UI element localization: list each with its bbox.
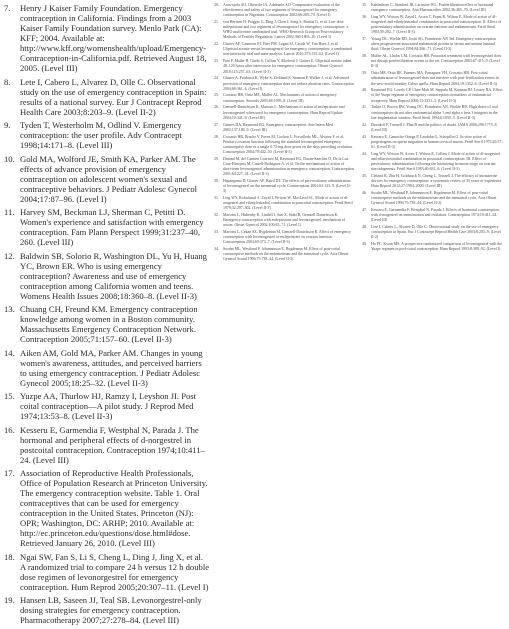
reference-text: Gold MA, Wolford JE, Smith KA, Parker AM. The effects of advance provision of emergency contraception on adolescent women's sexual and contraceptive behaviors. J Pediatr Adolesc Gynecol 2004;17:87–96. (Level I) <box>20 153 198 204</box>
reference-item <box>362 54 504 69</box>
reference-number: 14. <box>4 347 15 358</box>
reference-item <box>214 179 354 194</box>
reference-item <box>4 348 210 388</box>
reference-number: 19. <box>4 595 15 605</box>
reference-number: 20. <box>214 3 219 7</box>
reference-text: Glasier A, Fairhurst K, Wyke S, Ziebland S, Seaman P, Walker J, et al. Advanced provision of emergency contraception does not reduce abortion rates. Contraception 2004;69:361–6. (Level I) <box>223 76 354 91</box>
reference-text: Taskin O, Brown RW, Young DC, Poindexter AN, Wiehle RD. High doses of oral contraceptives do not alter endometrial alpha 1 and alpha v beta 3 integrins in the late implantation window. Fertil Steril 1994;61:850–5. (Level II-3) <box>371 105 498 120</box>
reference-number: 49. <box>362 242 367 247</box>
reference-text: Yuzpe AA, Thurlow HJ, Ramzy I, Leyshon JI. Post coital contraception—A pilot study. J Reprod Med 1974;13:53–8. (Level II-3) <box>20 391 196 421</box>
reference-item <box>362 88 504 103</box>
reference-text: von Hertzen H, Piaggio G, Ding J, Chen J, Song S, Bartfai G, et al. Low dose mifepristone and two regimens of levonorgestrel for emergency contraception: a WHO multicentre randomised trial. WHO Research Group on Post-ovulatory Methods of Fertility Regulation. Lancet 2002;360:1803–10. (Level I) <box>223 20 349 40</box>
reference-number: 21. <box>214 20 219 25</box>
reference-text: Gemzell-Danielsson K, Marions L. Mechanisms of action of mifepristone and levonorgestrel when used for emergency contraception. Hum Reprod Update 2004;10:341–8. (Level III) <box>223 105 345 120</box>
reference-text: Durand M, del Carmen Cravioto M, Raymond EG, Duran-Sanchez O, De la Luz Cruz-Hinojosa M, Castell-Rodriguez A, et al. On the mechanisms of action of short-term levonorgestrel administration in emergency contraception. Contraception 2001;64:227–34. (Level II-3) <box>223 156 354 176</box>
reference-number: 16. <box>4 424 15 435</box>
reference-number: 34. <box>214 247 219 252</box>
reference-item <box>4 595 210 625</box>
reference-item <box>214 247 354 262</box>
reference-column-3 <box>362 3 504 254</box>
reference-item <box>362 208 504 223</box>
reference-item <box>214 3 354 18</box>
reference-item <box>362 15 504 35</box>
reference-item <box>362 135 504 150</box>
reference-text: Kesseru E, Camacho-Ortega P, Laudahn G, Schopflin G. In vitro action of progestogens on sperm migration in human cervical mucus. Fertil Steril 1975;26:57–61. (Level II-3) <box>371 134 504 149</box>
reference-number: 33. <box>214 230 219 235</box>
reference-number: 23. <box>214 59 219 64</box>
reference-text: Harvey SM, Beckman LJ, Sherman C, Petitti D. Women's experience and satisfaction with emergency contraception. Fam Plann Perspect 1999;31:237–40, 260. (Level III) <box>20 207 204 247</box>
reference-item <box>4 120 210 150</box>
reference-number: 30. <box>214 178 219 183</box>
reference-number: 18. <box>4 551 15 562</box>
reference-text: Hapangama D, Glasier AF, Baird DT. The effects of peri-ovulatory administration of levonorgestrel on the menstrual cycle. Contraception 2001;63:123–9. (Level II-3) <box>223 178 351 194</box>
reference-item <box>4 207 210 247</box>
reference-number: 17. <box>4 468 15 478</box>
reference-item <box>4 468 210 548</box>
reference-text: Kesseru E, Garmendia F, Westphal N, Parada J. The hormonal and peripheral effects of d-norgestrel in postcoital contraception. Contraception 1974;10:411–24. (Level III) <box>20 424 205 465</box>
reference-number: 37. <box>362 37 367 42</box>
reference-item <box>214 213 354 228</box>
reference-number: 27. <box>214 122 219 127</box>
reference-number: 46. <box>362 190 367 195</box>
reference-column-1 <box>4 3 210 629</box>
reference-item <box>214 105 354 120</box>
reference-item <box>214 196 354 211</box>
reference-text: Marions L, Hultenby K, Lindell I, Sun X, Stabi B, Gemzell Danielsson K. Emergency contraception with mifepristone and levonorgestrel: mechanism of action. Obstet Gynecol 2002;100:65–71. (Level I) <box>223 213 346 228</box>
reference-number: 24. <box>214 76 219 81</box>
reference-item <box>362 37 504 52</box>
reference-text: Young DC, Wiehle RD, Joshi SG, Poindexter AN 3rd. Emergency contraception alters progesterone-associated endometrial protein in serum and uterine luminal fluid. Obstet Gynecol 1994;84:266–71. (Level II-3) <box>371 37 496 52</box>
reference-item <box>362 174 504 189</box>
reference-number: 31. <box>214 195 219 200</box>
reference-number: 32. <box>214 213 219 218</box>
reference-text: Ho PC, Kwan MS. A prospective randomized comparison of levonorgestrel with the Yuzpe regimen in post-coital contraception. Hum Reprod 1993;8:389–92. (Level I) <box>371 242 502 252</box>
reference-text: Arowojolu AO, Okewole IA, Adekunle AO. Comparative evaluation of the effectiveness and safety of two regimens of levonorgestrel for emergency contraception in Nigerians. Contraception 2002;66:269–73. (Level I) <box>223 3 340 18</box>
reference-text: Lete I, Cabero L, Alvarez D, Olle C. Observational study on the use of emergency contraception in Spain. Eur J Contracept Reprod Health Care 2003;8:203–9. (Level II-2) <box>371 225 501 240</box>
reference-text: Raymond EG, Lovely LP, Chen-Mok M, Seppala M, Kurman RJ, Lessey BA. Effect of the Yuzpe regimen of emergency contraception on markers of endometrial receptivity. Hum Reprod 2000;15:2351–5. (Level II-3) <box>371 88 503 103</box>
reference-number: 35. <box>362 3 367 7</box>
reference-item <box>362 242 504 252</box>
reference-number: 29. <box>214 156 219 161</box>
reference-item <box>362 225 504 240</box>
reference-text: Tyden T, Westerholm M, Odlind V. Emergency contraception: the user profile. Adv Contracept 1998;14:171–8. (Level III) <box>20 120 182 150</box>
reference-item <box>214 157 354 177</box>
reference-number: 42. <box>362 122 367 127</box>
reference-text: Croxatto HB, Brache V, Pavez M, Cochon L, Forcelledo ML, Alvarez F, et al. Pituitary–ovarian function following the standard levonorgestrel emergency contraceptive dose or a single 0.75-mg dose given on the days preceding ovulation. Contraception 2004;70:442–50. (Level II-3) <box>223 134 353 154</box>
reference-item <box>214 230 354 245</box>
reference-text: Davidoff F, Trussell J. Plan B and the politics of doubt. JAMA 2006;296:1775–8. (Level III) <box>371 122 498 132</box>
reference-item <box>4 251 210 301</box>
reference-item <box>4 552 210 592</box>
reference-text: Marions L, Cekan SZ, Bygdeman M, Gemzell-Danielsson K. Effect of emergency contraception with levonorgestrel or mifepristone on ovarian function. Contraception 2004;69:373–7. (Level II-3) <box>223 230 351 245</box>
reference-item <box>214 59 354 74</box>
reference-text: Kahlenborn C, Stanford JB, Larimore WL. Postfertilization effect of hormonal emergency contraception. Ann Pharmacother 2002;36:465–70. (Level III) <box>371 3 494 13</box>
reference-number: 40. <box>362 88 367 93</box>
reference-item <box>214 20 354 40</box>
reference-item <box>4 425 210 465</box>
reference-number: 28. <box>214 134 219 139</box>
reference-text: Swahn ML, Westlund P, Johannisson E, Bygdeman M. Effect of post-coital contraceptive methods on the endometrium and the menstrual cycle. Acta Obstet Gynecol Scand 1996;75:738–44. (Level II-2) <box>223 247 349 262</box>
reference-text: Swahn ML, Westlund P, Johannisson E, Bygdeman M. Effect of post-coital contraceptive methods on the endometrium and the menstrual cycle. Acta Obstet Gynecol Scand 1996;75:738–44. (Level II-2) <box>371 190 497 206</box>
reference-number: 36. <box>362 14 367 19</box>
reference-item <box>362 152 504 172</box>
reference-text: Ling WY, Robichaud A, Zayid I, Wrixon W, MacLeod SC. Mode of action of dl-norgestrel and ethinylestradiol combination in postcoital contraception. Fertil Steril 1979;32:297–302. (Level II-3) <box>223 195 353 211</box>
reference-text: Association of Reproductive Health Professionals, Office of Population Research at Princeton University. The emergency contraception website. Table 1. Oral contraceptives that can be used for emergency contraception in the United States. Princeton (NJ): OPR; Washington, DC: ARHP; 2010. Available at: http://ec.princeton.edu/questions/dose.html#dose. Retrieved January 26, 2010. (Level III) <box>20 468 208 548</box>
reference-item <box>214 76 354 91</box>
reference-item <box>362 191 504 206</box>
reference-item <box>4 391 210 421</box>
reference-text: Chuang CH, Freund KM. Emergency contraception knowledge among women in a Boston community. Massachusetts Emergency Contraception Network. Contraception 2005;71:157–60. (Level II-3) <box>20 304 198 344</box>
reference-item <box>214 135 354 155</box>
reference-column-2 <box>214 3 354 264</box>
reference-text: Ortiz ME, Ortiz RE, Fuentes MA, Parraguez VH, Croxatto HB. Post-coital administration of levonorgestrel does not interfere with post-fertilization events in the new-world monkey Cebus apella. Hum Reprod 2004;19:1352–6. (Level II-3) <box>371 71 499 86</box>
reference-text: Hansen LB, Saseen JJ, Teal SB. Levonorgestrel-only dosing strategies for emergency contraception. Pharmacotherapy 2007;27:278–84. (Level III) <box>20 595 202 625</box>
reference-number: 11. <box>4 207 15 217</box>
reference-number: 25. <box>214 93 219 98</box>
reference-number: 44. <box>362 151 367 156</box>
reference-item <box>362 105 504 120</box>
reference-number: 13. <box>4 304 15 314</box>
reference-item <box>214 93 354 103</box>
reference-number: 8. <box>4 76 11 87</box>
reference-text: Fine P, Mathe H, Ginde S, Cullins V, Morfesis J, Gainer E. Ulipristal acetate taken 48–120 hours after intercourse for emergency contraception. Obstet Gynecol 2010;115:257–63. (Level II-3) <box>223 59 352 74</box>
reference-number: 45. <box>362 173 367 178</box>
reference-text: Aiken AM, Gold MA, Parker AM. Changes in young women's awareness, attitudes, and perceived barriers to using emergency contraception. J Pediatr Adolesc Gynecol 2005;18:25–32. (Level II-3) <box>20 347 203 388</box>
reference-number: 12. <box>4 250 15 261</box>
reference-number: 22. <box>214 42 219 47</box>
reference-number: 41. <box>362 105 367 110</box>
reference-number: 15. <box>4 391 15 401</box>
reference-number: 38. <box>362 54 367 59</box>
reference-text: Baldwin SB, Solorio R, Washington DL, Yu H, Huang YC, Brown ER. Who is using emergency contraception? Awareness and use of emergency contraception among California women and teens. Womens Health Issues 2008;18:360–8. (Level II-3) <box>20 250 207 301</box>
reference-text: Glasier AF, Cameron ST, Fine PM, Logan SJ, Casale W, Van Horn J, et al. Ulipristal acetate versus levonorgestrel for emergency contraception: a randomised non-inferiority trial and meta-analysis. Lancet 2010;375:555–62. (Level I) <box>223 42 353 57</box>
reference-text: Grimes DA, Raymond EG. Emergency contraception. Ann Intern Med 2002;137:180–9. (Level III) <box>223 122 333 132</box>
reference-item <box>214 42 354 57</box>
reference-item <box>4 3 210 73</box>
reference-text: Lete I, Cabero L, Alvarez D, Olle C. Observational study on the use of emergency contraception in Spain: results of a national survey. Eur J Contracept Reprod Health Care 2003;8:203–9. (Level II-2) <box>20 76 207 117</box>
reference-item <box>4 154 210 204</box>
reference-text: Cleland K, Zhu H, Goldstuck N, Cheng L, Trussell J. The efficacy of intrauterine devices for emergency contraception: a systematic review of 35 years of experience. Hum Reprod 2012;27:1994–2000. (Level III) <box>371 173 503 188</box>
reference-item <box>362 71 504 86</box>
reference-item <box>4 77 210 117</box>
reference-text: Henry J Kaiser Family Foundation. Emergency contraception in California. Findings from a 2003 Kaiser Family Foundation survey. Menlo Park (CA): KFF; 2004. Available at: http://www.kff.org/womenshealth/upload/Emergency-Contraception-in-California.pdf. Retrieved August 18, 2005. (Level III) <box>20 3 207 73</box>
reference-text: Ling WY, Wrixon W, Acorn T, Wilson E, Collins J. Mode of action of dl-norgestrel and ethinylestradiol combination in postcoital contraception. III. Effect of preovulatory administration following the luteinizing hormone surge on ovarian steroidogenesis. Fertil Steril 1983;40:631–6. (Level II-3) <box>371 151 501 171</box>
reference-text: Croxatto HB, Ortiz ME, Muller AL. Mechanisms of action of emergency contraception. Steroids 2003;68:1095–8. (Level III) <box>223 93 337 103</box>
reference-text: Muller AL, Llados CM, Croxatto HB. Postcoital treatment with levonorgestrel does not disrupt postfertilization events in the rat. Contraception 2003;67:415–9. (Level II-3) <box>371 54 502 69</box>
reference-text: Kesseru E, Garmendia F, Westphal N, Parada J. Effects of hormonal contraception with d-norgestrel on menstruation and ovulation. Contraception 1974;10:411–24. (Level III) <box>371 207 500 223</box>
reference-text: Ngai SW, Fan S, Li S, Cheng L, Ding J, Jing X, et al. A randomized trial to compare 24 h versus 12 h double dose regimen of levonorgestrel for emergency contraception. Hum Reprod 2005;20:307–11. (Level I) <box>20 551 210 592</box>
reference-number: 48. <box>362 225 367 230</box>
reference-number: 47. <box>362 207 367 212</box>
reference-number: 9. <box>4 120 11 130</box>
reference-number: 10. <box>4 153 15 164</box>
reference-number: 39. <box>362 71 367 76</box>
reference-number: 7. <box>4 3 11 13</box>
reference-item <box>4 304 210 344</box>
reference-item <box>362 123 504 133</box>
reference-number: 43. <box>362 134 367 139</box>
reference-text: Ling WY, Wrixon W, Zayid I, Acorn T, Popat R, Wilson E. Mode of action of dl-norgestrel and ethinylestradiol combination in postcoital contraception. II. Effect of postovulatory administration on ovarian function and endometrium. Fertil Steril 1983;39:292–7. (Level II-3) <box>371 14 502 35</box>
reference-item <box>362 3 504 13</box>
reference-item <box>214 123 354 133</box>
reference-number: 26. <box>214 105 219 110</box>
